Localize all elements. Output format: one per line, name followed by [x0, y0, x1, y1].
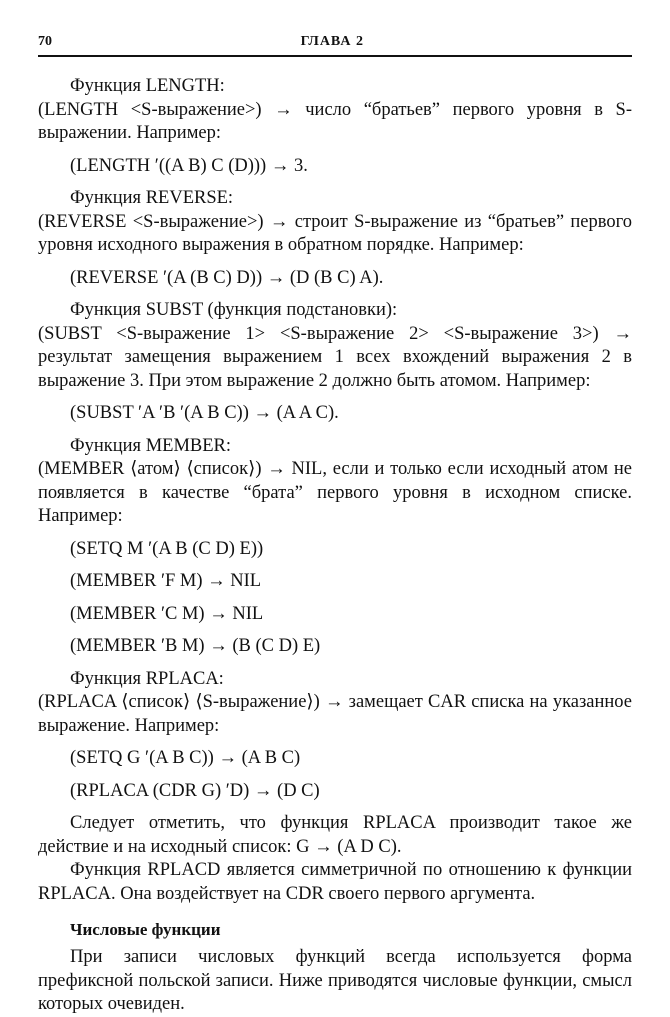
- code-example: (RPLACA (CDR G) ′D) → (D C): [70, 780, 320, 801]
- book-page: [38, 34, 632, 1017]
- page-header: [38, 34, 632, 55]
- code-example: (REVERSE ′(A (B C) D)) → (D (B C) A).: [70, 267, 384, 288]
- section-paragraph: При записи числовых функций всегда используется форма префиксной польской записи. Ниже приводятся числовые функции, смысл которых очевиден.: [38, 947, 632, 1014]
- code-example: (MEMBER ′B M) → (B (C D) E): [70, 636, 321, 656]
- code-example: (MEMBER ′F M) → NIL: [70, 571, 262, 591]
- function-definition: (LENGTH <S-выражение>) → число “братьев” первого уровня в S-выражении. Например:: [38, 99, 632, 143]
- function-definition: (REVERSE <S-выражение>) → строит S-выражение из “братьев” первого уровня исходного выражения в обратном порядке. Например:: [38, 211, 632, 255]
- function-heading: Функция LENGTH:: [70, 76, 225, 96]
- function-heading: Функция SUBST (функция подстановки):: [70, 300, 398, 320]
- header-rule: [38, 55, 632, 57]
- function-heading: Функция MEMBER:: [70, 435, 232, 456]
- code-example: (SETQ M ′(A B (C D) E)): [70, 538, 264, 559]
- code-example: (MEMBER ′C M) → NIL: [70, 603, 264, 624]
- function-definition: (SUBST <S-выражение 1> <S-выражение 2> <S-выражение 3>) → результат замещения выражением 1 всех вхождений выражения 2 в выражение 3. При этом выражение 2 должно быть атомом. Например:: [38, 323, 632, 391]
- function-heading: Функция RPLACA:: [70, 668, 224, 689]
- function-definition: (RPLACA ⟨список⟩ ⟨S-выражение⟩) → замещает CAR списка на указанное выражение. Например:: [38, 692, 632, 736]
- code-example: (SUBST ′A ′B ′(A B C)) → (A A C).: [70, 403, 339, 423]
- body-paragraph: Функция RPLACD является симметричной по отношению к функции RPLACA. Она воздействует на CDR своего первого аргумента.: [38, 860, 632, 904]
- code-example: (SETQ G ′(A B C)) → (A B C): [70, 748, 301, 768]
- chapter-title: ГЛАВА 2: [300, 34, 364, 49]
- code-example: (LENGTH ′((A B) C (D))) → 3.: [70, 155, 308, 176]
- section-heading: Числовые функции: [70, 920, 221, 939]
- body-paragraph: Следует отметить, что функция RPLACA производит такое же действие и на исходный список: G → (A D C).: [38, 813, 632, 857]
- function-definition: (MEMBER ⟨атом⟩ ⟨список⟩) → NIL, если и только если исходный атом не появляется в качестве “брата” первого уровня в исходном списке. Например:: [38, 459, 632, 526]
- function-heading: Функция REVERSE:: [70, 188, 234, 208]
- page-number: 70: [38, 34, 52, 49]
